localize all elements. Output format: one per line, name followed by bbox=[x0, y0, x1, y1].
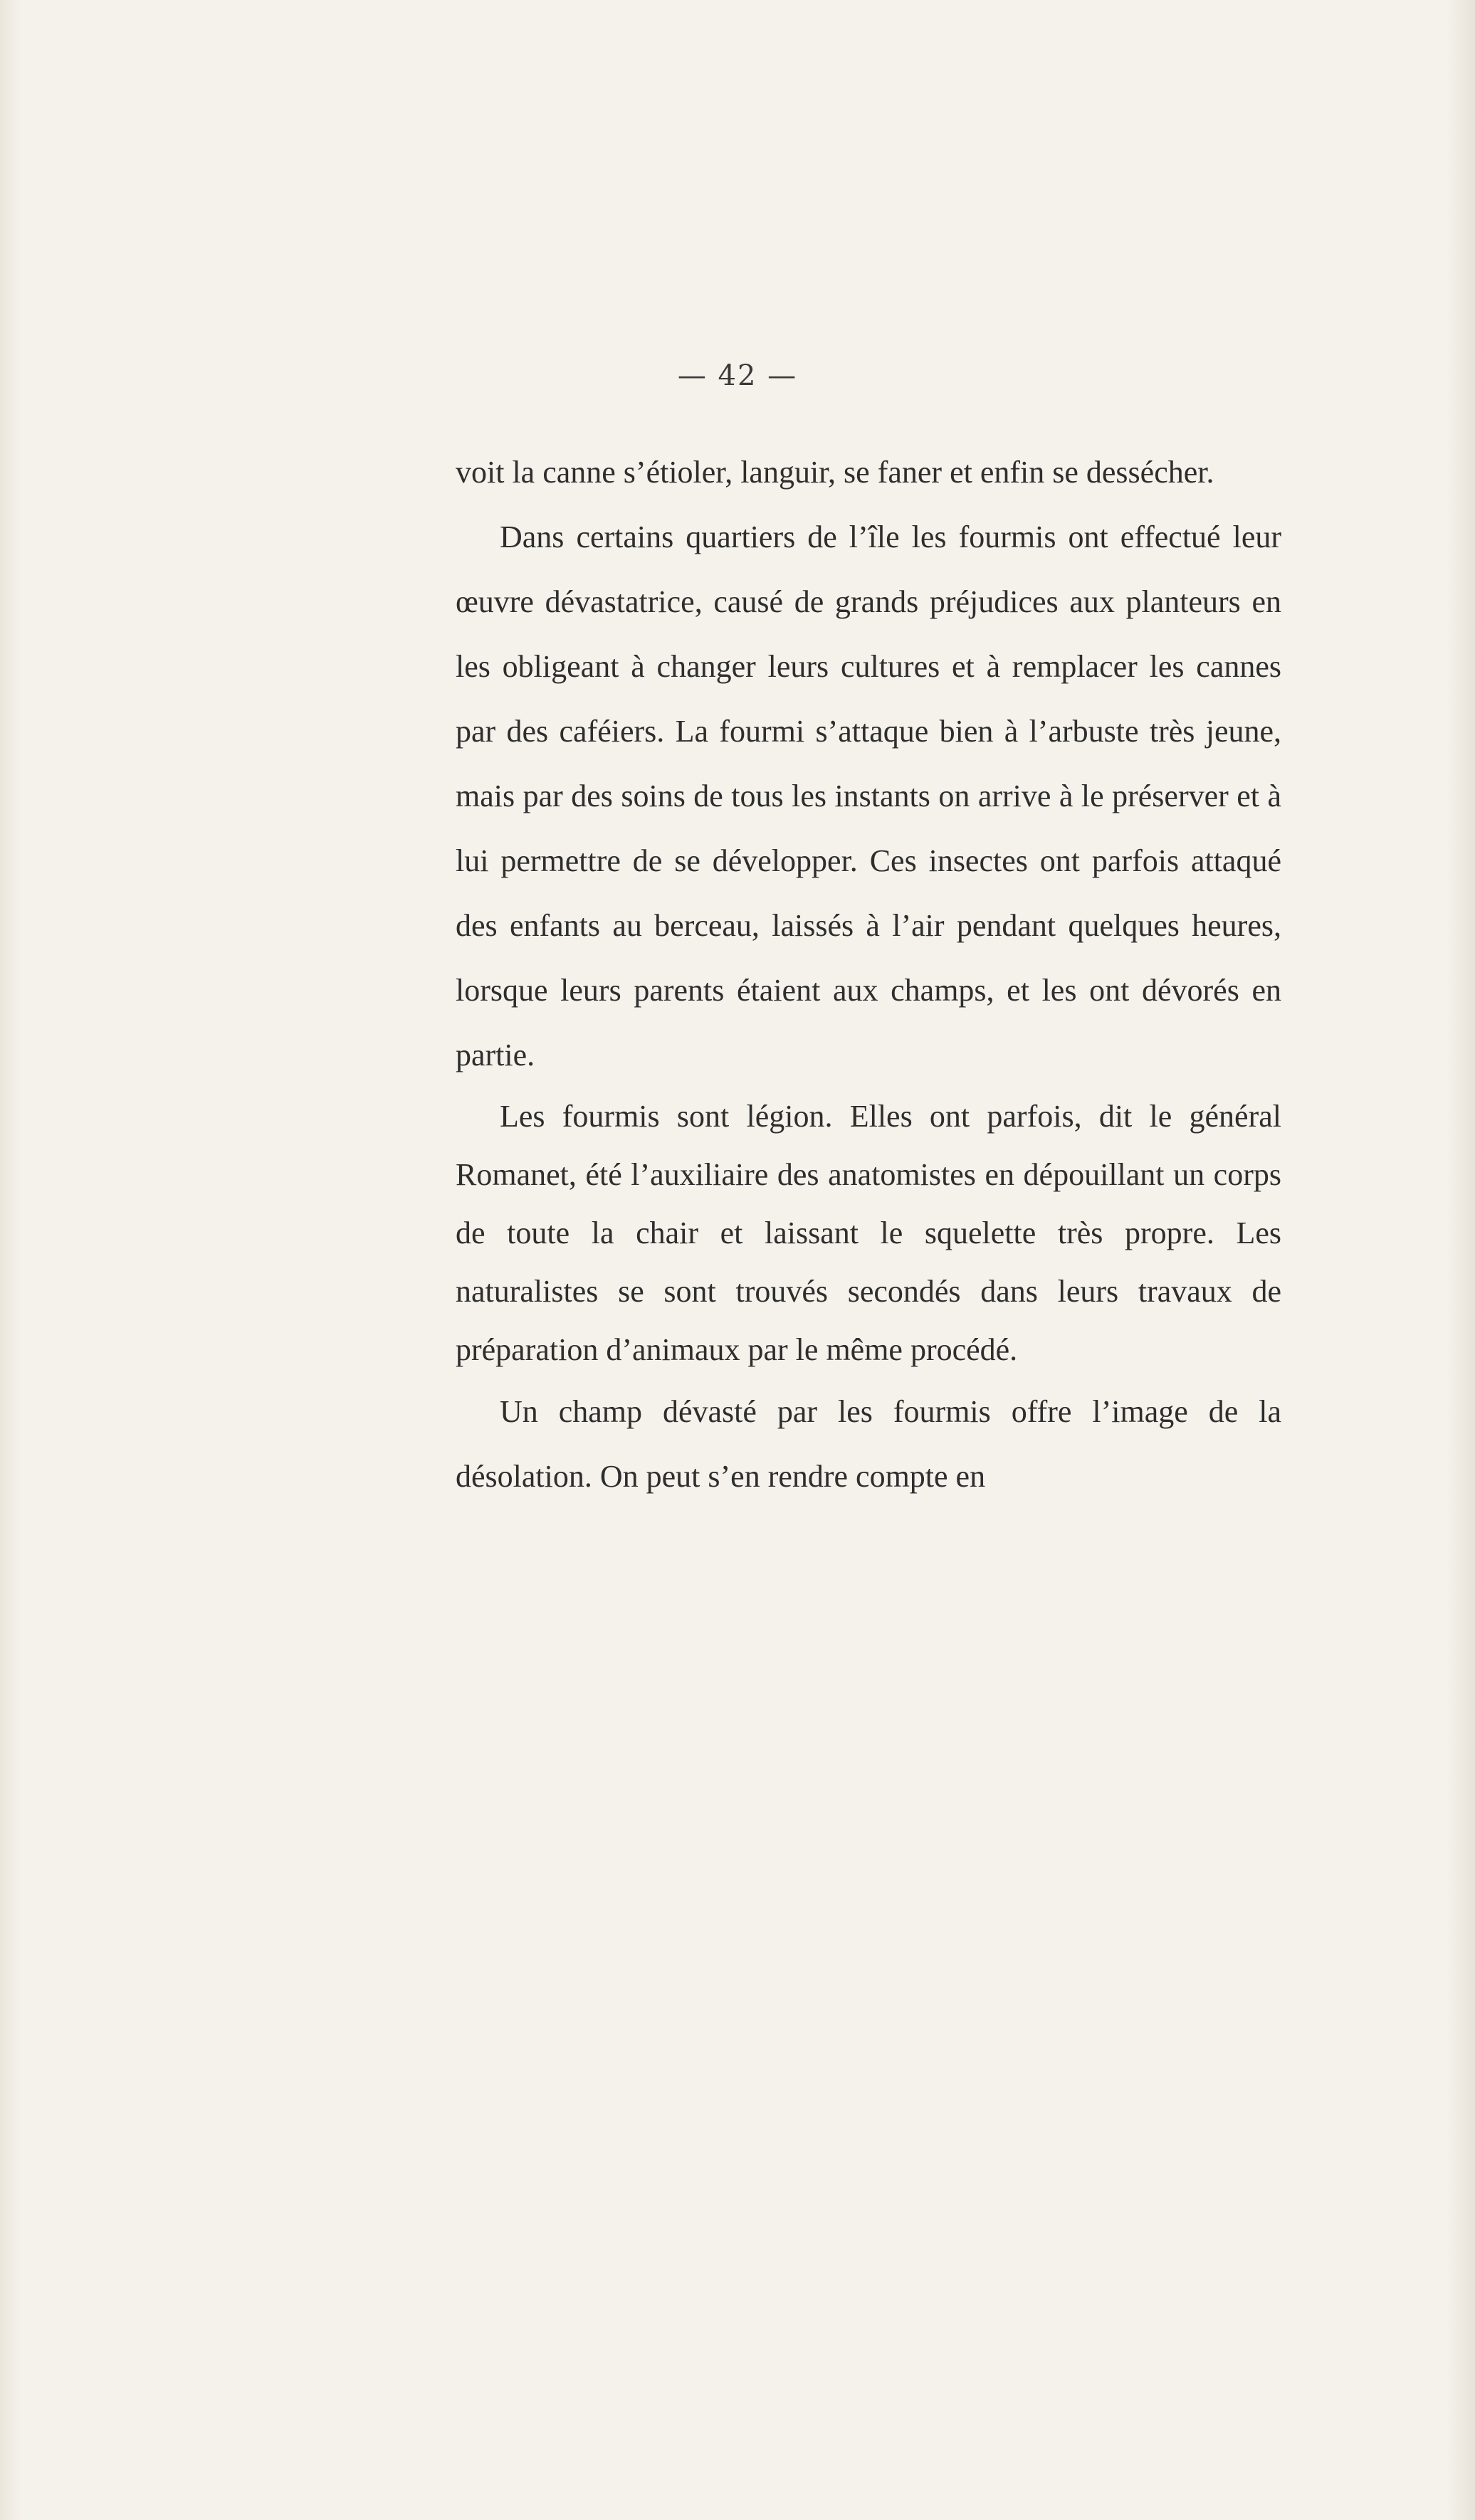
body-text bbox=[456, 440, 1281, 1509]
paragraph-continuation: voit la canne s’étioler, languir, se faner et enfin se dessécher. bbox=[456, 455, 1214, 490]
paragraph-ant-damage: Dans certains quartiers de l’île les fourmis ont effectué leur œuvre dévastatrice, causé de grands préjudices aux planteurs en les obligeant à changer leurs cultures et à remplacer les cannes par des caféiers. La fourmi s’attaque bien à l’arbuste très jeune, mais par des soins de tous les instants on arrive à le préserver et à lui permettre de se développer. Ces insectes ont parfois attaqué des enfants au berceau, laissés à l’air pendant quelques heures, lorsque leurs parents étaient aux champs, et les ont dévorés en partie. bbox=[456, 520, 1281, 1072]
paragraph-devastated-field: Un champ dévasté par les fourmis offre l’image de la désolation. On peut s’en rendre compte en bbox=[456, 1394, 1281, 1494]
page-number: — 42 — bbox=[677, 359, 798, 392]
paragraph-ants-legion: Les fourmis sont légion. Elles ont parfois, dit le général Romanet, été l’auxiliaire des anatomistes en dépouillant un corps de toute la chair et laissant le squelette très propre. Les naturalistes se sont trouvés secondés dans leurs travaux de préparation d’animaux par le même procédé. bbox=[456, 1099, 1281, 1367]
